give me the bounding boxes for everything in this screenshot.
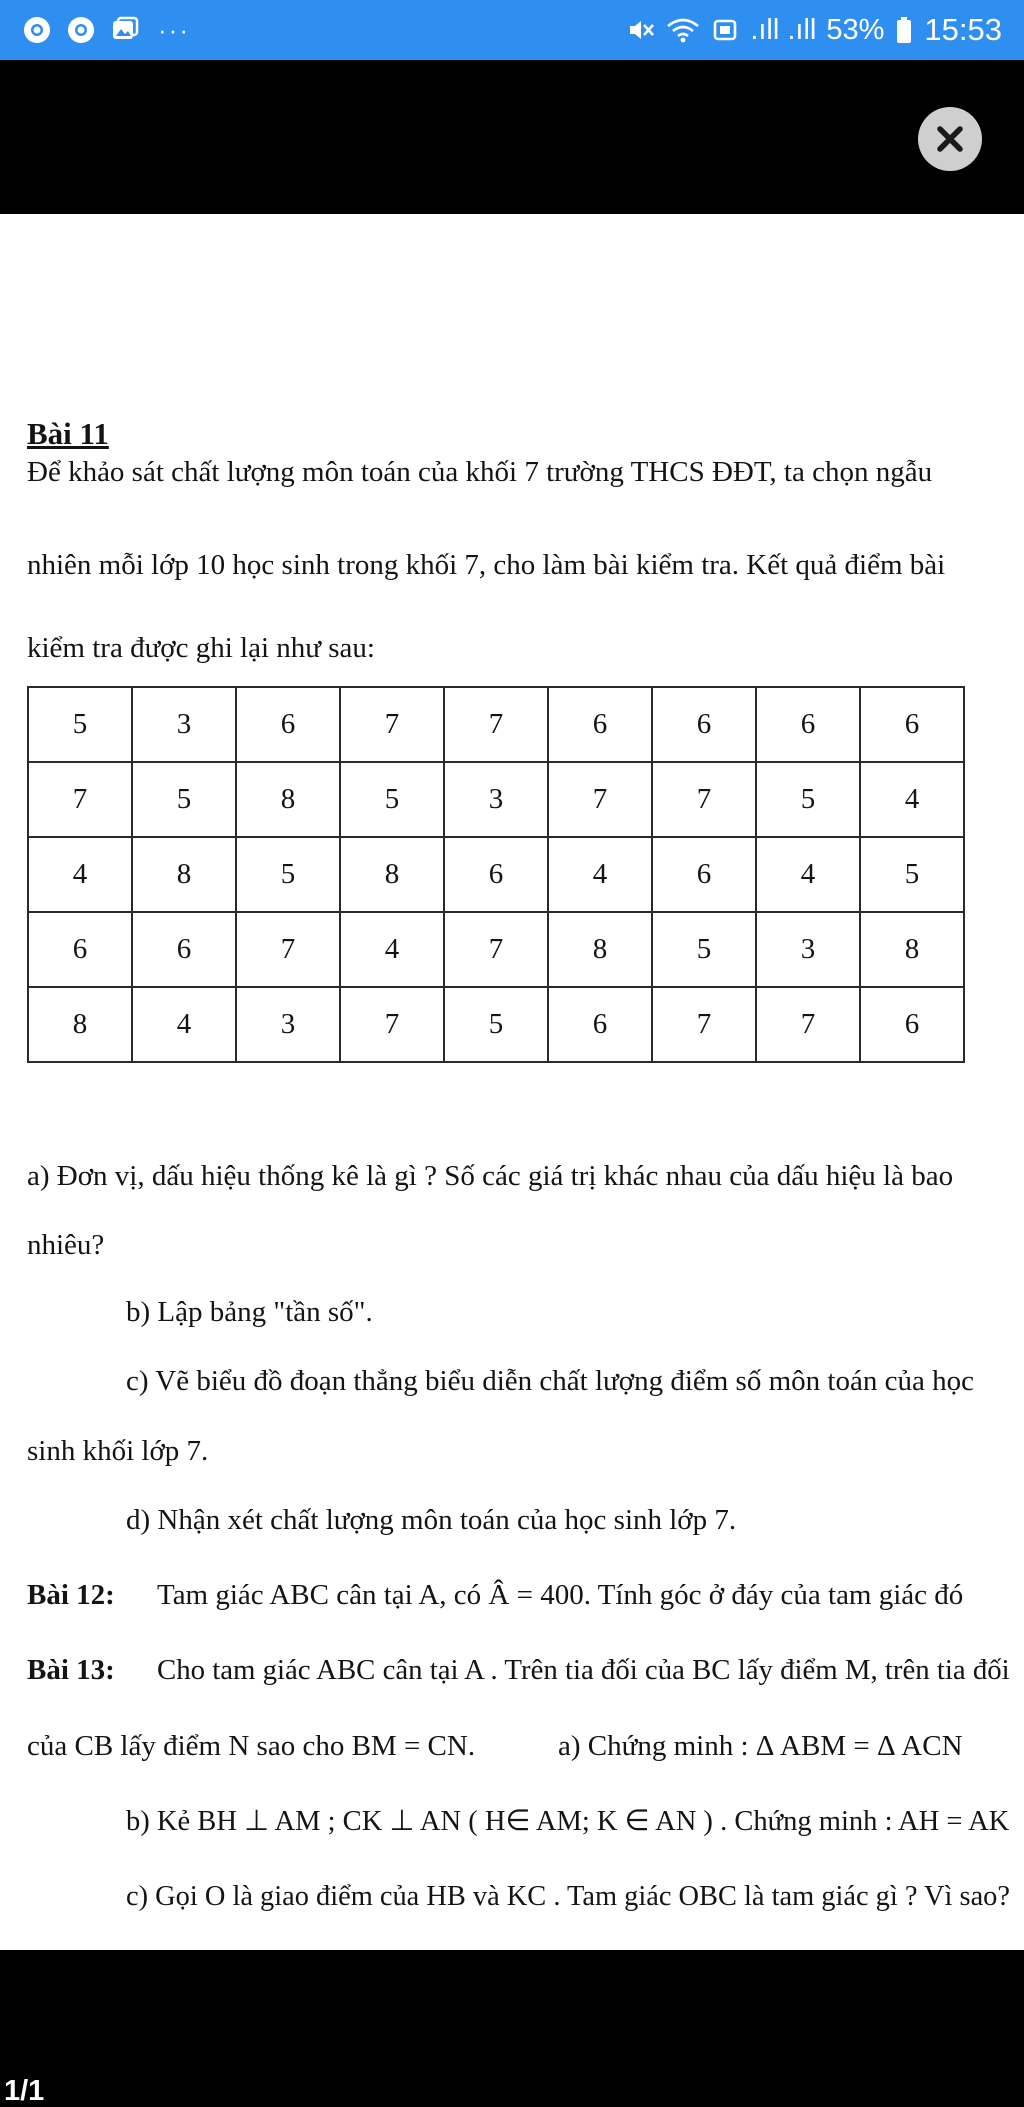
question-a-line: nhiêu? [27,1229,105,1261]
table-cell: 7 [652,762,756,837]
table-cell: 4 [28,837,132,912]
table-cell: 6 [860,687,964,762]
photo-icon [110,15,140,45]
question-b: b) Lập bảng "tần số". [126,1296,373,1328]
table-row [28,912,964,987]
chrome-icon [66,15,96,45]
table-cell: 6 [444,837,548,912]
table-cell: 7 [756,987,860,1062]
table-cell: 5 [340,762,444,837]
table-cell: 4 [548,837,652,912]
table-cell: 6 [548,987,652,1062]
table-cell: 6 [236,687,340,762]
table-cell: 5 [132,762,236,837]
problem-11-intro-line: nhiên mỗi lớp 10 học sinh trong khối 7, cho làm bài kiểm tra. Kết quả điểm bài [27,549,946,581]
table-cell: 6 [652,837,756,912]
problem-13-label: Bài 13: [27,1654,115,1686]
table-cell: 7 [340,687,444,762]
system-icons [626,0,1002,60]
table-cell: 7 [548,762,652,837]
table-cell: 4 [132,987,236,1062]
close-button[interactable] [918,107,982,171]
table-cell: 8 [236,762,340,837]
table-cell: 7 [444,912,548,987]
table-cell: 8 [28,987,132,1062]
table-cell: 4 [340,912,444,987]
problem-11-title: Bài 11 [27,416,109,451]
table-cell: 7 [652,987,756,1062]
table-cell: 5 [444,987,548,1062]
table-cell: 8 [860,912,964,987]
table-cell: 6 [132,912,236,987]
table-cell: 8 [548,912,652,987]
table-row [28,837,964,912]
close-icon [933,122,967,156]
problem-13-part-c: c) Gọi O là giao điểm của HB và KC . Tam giác OBC là tam giác gì ? Vì sao? [126,1880,1010,1912]
problem-13-part-b: b) Kẻ BH ⊥ AM ; CK ⊥ AN ( H∈ AM; K ∈ AN ) . Chứng minh : AH = AK [126,1805,1010,1837]
question-c-line: sinh khối lớp 7. [27,1435,209,1467]
table-cell: 5 [860,837,964,912]
table-cell: 5 [652,912,756,987]
clock-time: 15:53 [924,12,1002,47]
status-bar [0,0,1024,60]
table-cell: 7 [236,912,340,987]
score-table [27,686,965,1063]
problem-12-text: Tam giác ABC cân tại A, có Â = 400. Tính góc ở đáy của tam giác đó [157,1579,964,1611]
table-cell: 5 [236,837,340,912]
problem-11-intro-line: kiểm tra được ghi lại như sau: [27,632,375,664]
notification-area [22,0,190,60]
problem-13-line: của CB lấy điểm N sao cho BM = CN. [27,1730,476,1762]
table-cell: 3 [132,687,236,762]
table-cell: 8 [340,837,444,912]
table-cell: 3 [756,912,860,987]
table-cell: 6 [28,912,132,987]
battery-percentage: 53% [826,14,885,46]
mute-icon [626,15,656,45]
battery-icon [894,15,914,45]
data-saver-icon [710,15,740,45]
document-page [0,214,1024,1950]
table-cell: 6 [756,687,860,762]
table-row [28,987,964,1062]
problem-12-label: Bài 12: [27,1579,115,1611]
table-cell: 6 [548,687,652,762]
table-cell: 8 [132,837,236,912]
wifi-icon [666,15,700,45]
table-cell: 7 [444,687,548,762]
table-row [28,762,964,837]
table-cell: 4 [756,837,860,912]
page-indicator: 1/1 [4,2075,45,2107]
viewer-toolbar [0,60,1024,214]
table-cell: 3 [444,762,548,837]
question-a-line: a) Đơn vị, dấu hiệu thống kê là gì ? Số các giá trị khác nhau của dấu hiệu là bao [27,1160,954,1192]
chrome-icon [22,15,52,45]
problem-13-line: Cho tam giác ABC cân tại A . Trên tia đối của BC lấy điểm M, trên tia đối [157,1654,1010,1686]
question-d: d) Nhận xét chất lượng môn toán của học sinh lớp 7. [126,1504,737,1536]
table-cell: 7 [28,762,132,837]
table-cell: 3 [236,987,340,1062]
table-cell: 5 [756,762,860,837]
problem-13-part-a: a) Chứng minh : Δ ABM = Δ ACN [558,1730,963,1762]
signal-strength-icon: .ıll .ıll [750,14,817,46]
problem-11-intro-line: Để khảo sát chất lượng môn toán của khối 7 trường THCS ĐĐT, ta chọn ngẫu [27,456,933,488]
viewer-footer [0,1950,1024,2106]
more-notifications-indicator: ··· [158,15,190,45]
table-cell: 4 [860,762,964,837]
table-cell: 6 [652,687,756,762]
question-c-line: c) Vẽ biểu đồ đoạn thẳng biểu diễn chất lượng điểm số môn toán của học [126,1365,974,1397]
table-cell: 5 [28,687,132,762]
table-cell: 7 [340,987,444,1062]
table-row [28,687,964,762]
table-cell: 6 [860,987,964,1062]
